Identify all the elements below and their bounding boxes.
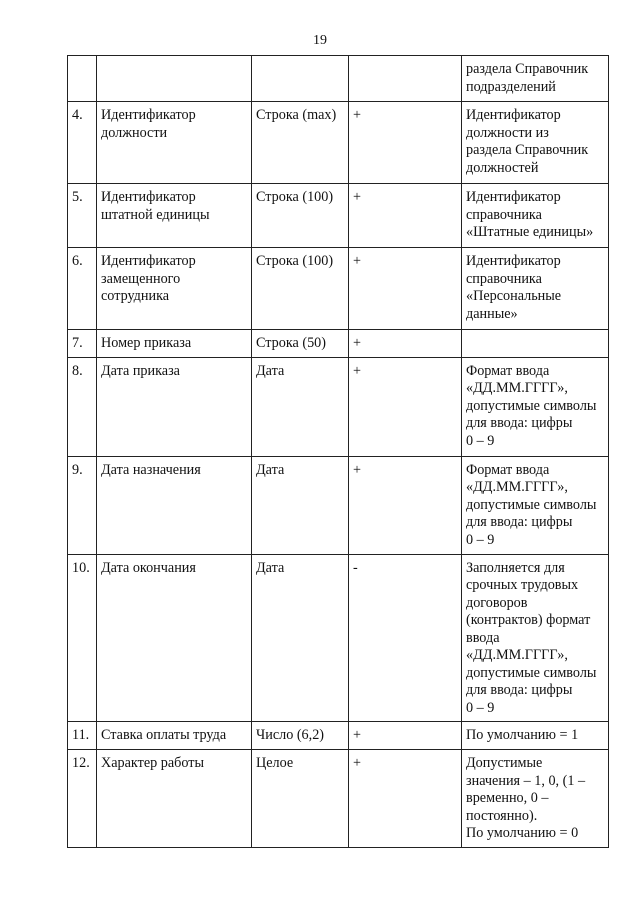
fields-table xyxy=(67,55,609,848)
field-type-cell: Целое xyxy=(252,750,349,848)
row-number-cell: 11. xyxy=(68,722,97,750)
field-type-cell: Строка (50) xyxy=(252,330,349,358)
required-cell: + xyxy=(349,750,462,848)
field-name-cell: Идентификатор должности xyxy=(97,102,252,184)
description-cell: Идентификатор справочника «Штатные единицы» xyxy=(462,184,609,248)
description-cell: Идентификатор справочника «Персональные данные» xyxy=(462,248,609,330)
row-number-cell: 9. xyxy=(68,456,97,554)
field-name-cell: Ставка оплаты труда xyxy=(97,722,252,750)
page-number: 19 xyxy=(313,33,327,48)
field-type-cell: Дата xyxy=(252,554,349,722)
required-cell: + xyxy=(349,248,462,330)
required-cell xyxy=(349,56,462,102)
field-name-cell: Номер приказа xyxy=(97,330,252,358)
field-name-cell xyxy=(97,56,252,102)
table-row xyxy=(68,456,609,554)
field-type-cell: Дата xyxy=(252,357,349,456)
field-name-cell: Дата назначения xyxy=(97,456,252,554)
field-type-cell xyxy=(252,56,349,102)
table-row xyxy=(68,248,609,330)
row-number-cell: 8. xyxy=(68,357,97,456)
table-row xyxy=(68,750,609,848)
field-type-cell: Строка (max) xyxy=(252,102,349,184)
description-cell: Допустимые значения – 1, 0, (1 – временно, 0 – постоянно). По умолчанию = 0 xyxy=(462,750,609,848)
row-number-cell: 10. xyxy=(68,554,97,722)
table-row xyxy=(68,554,609,722)
table-row xyxy=(68,330,609,358)
table-row xyxy=(68,56,609,102)
required-cell: + xyxy=(349,102,462,184)
row-number-cell: 7. xyxy=(68,330,97,358)
field-type-cell: Строка (100) xyxy=(252,248,349,330)
row-number-cell: 12. xyxy=(68,750,97,848)
field-name-cell: Дата приказа xyxy=(97,357,252,456)
required-cell: + xyxy=(349,330,462,358)
row-number-cell: 5. xyxy=(68,184,97,248)
description-cell: раздела Справочник подразделений xyxy=(462,56,609,102)
description-cell: Идентификатор должности из раздела Справочник должностей xyxy=(462,102,609,184)
description-cell: По умолчанию = 1 xyxy=(462,722,609,750)
table-row xyxy=(68,102,609,184)
field-type-cell: Строка (100) xyxy=(252,184,349,248)
required-cell: + xyxy=(349,456,462,554)
field-type-cell: Число (6,2) xyxy=(252,722,349,750)
required-cell: + xyxy=(349,722,462,750)
required-cell: + xyxy=(349,357,462,456)
field-name-cell: Идентификатор штатной единицы xyxy=(97,184,252,248)
row-number-cell xyxy=(68,56,97,102)
description-cell: Формат ввода «ДД.ММ.ГГГГ», допустимые символы для ввода: цифры 0 – 9 xyxy=(462,357,609,456)
field-name-cell: Идентификатор замещенного сотрудника xyxy=(97,248,252,330)
table-row xyxy=(68,722,609,750)
required-cell: - xyxy=(349,554,462,722)
required-cell: + xyxy=(349,184,462,248)
row-number-cell: 4. xyxy=(68,102,97,184)
table-row xyxy=(68,357,609,456)
field-type-cell: Дата xyxy=(252,456,349,554)
description-cell: Заполняется для срочных трудовых договоров (контрактов) формат ввода «ДД.ММ.ГГГГ», допустимые символы для ввода: цифры 0 – 9 xyxy=(462,554,609,722)
field-name-cell: Дата окончания xyxy=(97,554,252,722)
description-cell: Формат ввода «ДД.ММ.ГГГГ», допустимые символы для ввода: цифры 0 – 9 xyxy=(462,456,609,554)
table-row xyxy=(68,184,609,248)
row-number-cell: 6. xyxy=(68,248,97,330)
field-name-cell: Характер работы xyxy=(97,750,252,848)
description-cell xyxy=(462,330,609,358)
